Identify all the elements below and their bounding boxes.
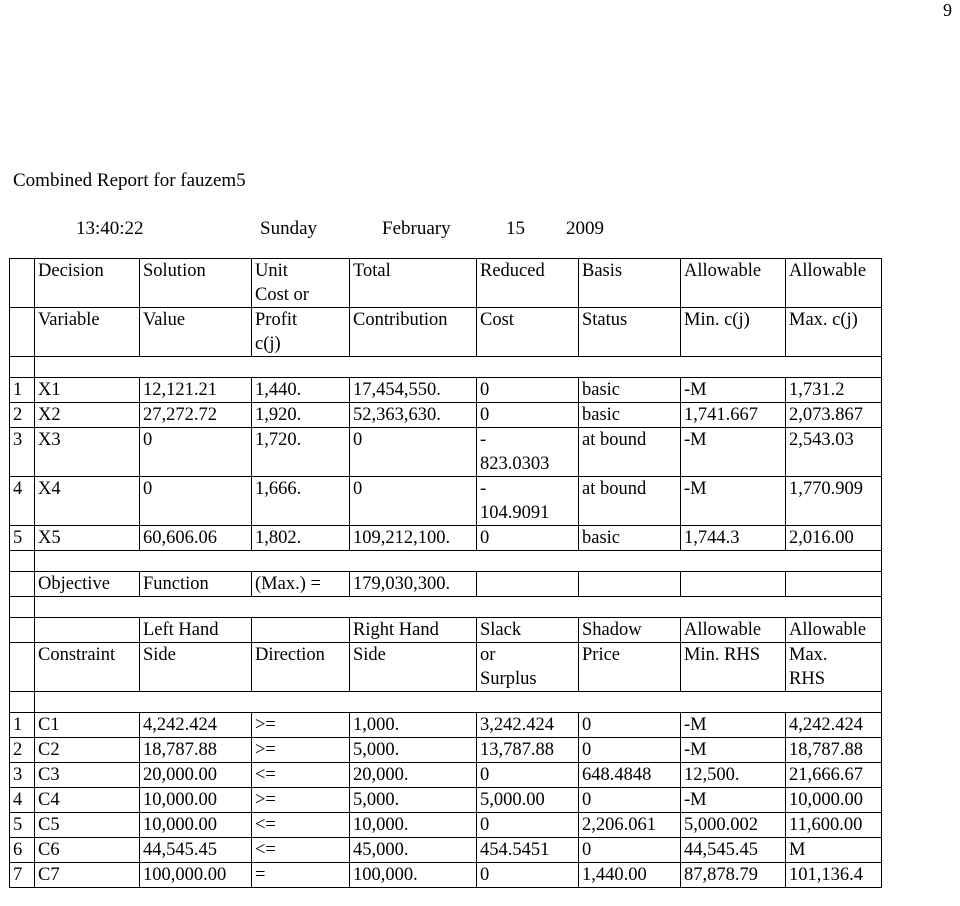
constraint-cell: 10,000.00: [140, 813, 252, 838]
decision-cell: 2,016.00: [786, 526, 882, 551]
decision-cell: 60,606.06: [140, 526, 252, 551]
decision-cell: -M: [681, 477, 786, 526]
objective-cell: 179,030,300.: [350, 572, 477, 597]
decision-cell: 0: [140, 428, 252, 477]
decision-cell: X4: [35, 477, 140, 526]
constraint-row: [10, 763, 882, 788]
decision-cell: X5: [35, 526, 140, 551]
constraint-cell: 4: [10, 788, 35, 813]
decision-cell: 0: [350, 428, 477, 477]
decision-column-header: Allowable: [786, 259, 882, 308]
decision-cell: -M: [681, 378, 786, 403]
constraint-cell: 4,242.424: [140, 713, 252, 738]
constraint-cell: C1: [35, 713, 140, 738]
constraint-cell: 10,000.00: [140, 788, 252, 813]
spacer-row: [10, 551, 882, 572]
constraint-cell: -M: [681, 788, 786, 813]
decision-column-header: Value: [140, 308, 252, 357]
spacer-row: [10, 692, 882, 713]
constraint-cell: C5: [35, 813, 140, 838]
constraint-cell: 454.5451: [477, 838, 579, 863]
constraint-cell: 7: [10, 863, 35, 888]
objective-cell: Objective: [35, 572, 140, 597]
constraint-column-header: Min. RHS: [681, 643, 786, 692]
objective-empty-cell: [579, 572, 681, 597]
constraint-cell: 0: [477, 763, 579, 788]
constraint-cell: 3,242.424: [477, 713, 579, 738]
constraint-cell: C7: [35, 863, 140, 888]
objective-empty-cell: [477, 572, 579, 597]
constraint-column-header: Shadow: [579, 618, 681, 643]
constraint-cell: 87,878.79: [681, 863, 786, 888]
constraint-cell: 0: [579, 838, 681, 863]
decision-cell: 2,543.03: [786, 428, 882, 477]
decision-cell: X3: [35, 428, 140, 477]
decision-cell: 1,744.3: [681, 526, 786, 551]
header-index-cell: [10, 308, 35, 357]
constraint-row: [10, 738, 882, 763]
constraint-cell: 1,440.00: [579, 863, 681, 888]
constraint-cell: C2: [35, 738, 140, 763]
constraint-cell: 5,000.: [350, 788, 477, 813]
decision-cell: 0: [477, 526, 579, 551]
spacer-cell: [35, 551, 882, 572]
decision-cell: X1: [35, 378, 140, 403]
decision-column-header: Max. c(j): [786, 308, 882, 357]
constraint-cell: 44,545.45: [140, 838, 252, 863]
decision-column-header: Profit c(j): [252, 308, 350, 357]
constraint-cell: 10,000.: [350, 813, 477, 838]
constraint-row: [10, 813, 882, 838]
decision-cell: 3: [10, 428, 35, 477]
decision-row: [10, 403, 882, 428]
decision-cell: 12,121.21: [140, 378, 252, 403]
decision-column-header: Solution: [140, 259, 252, 308]
spacer-cell: [35, 357, 882, 378]
constraint-cell: 6: [10, 838, 35, 863]
constraint-column-header: Side: [140, 643, 252, 692]
decision-cell: 1,731.2: [786, 378, 882, 403]
constraint-column-header: Max. RHS: [786, 643, 882, 692]
decision-column-header: Min. c(j): [681, 308, 786, 357]
constraint-cell: 3: [10, 763, 35, 788]
decision-column-header: Total: [350, 259, 477, 308]
decision-cell: 0: [140, 477, 252, 526]
decision-column-header: Cost: [477, 308, 579, 357]
decision-cell: 4: [10, 477, 35, 526]
decision-cell: X2: [35, 403, 140, 428]
constraint-column-header: Left Hand: [140, 618, 252, 643]
decision-cell: -M: [681, 428, 786, 477]
decision-cell: 1,666.: [252, 477, 350, 526]
combined-report-table: [9, 258, 882, 888]
constraint-cell: 5,000.00: [477, 788, 579, 813]
constraint-row: [10, 838, 882, 863]
constraint-cell: C6: [35, 838, 140, 863]
constraint-column-header: [35, 618, 140, 643]
decision-cell: 109,212,100.: [350, 526, 477, 551]
constraint-header-row: [10, 643, 882, 692]
decision-cell: 1,720.: [252, 428, 350, 477]
report-month: February: [382, 218, 451, 239]
spacer-cell: [10, 692, 35, 713]
constraint-cell: 11,600.00: [786, 813, 882, 838]
constraint-cell: 10,000.00: [786, 788, 882, 813]
constraint-cell: <=: [252, 763, 350, 788]
constraint-cell: 0: [477, 863, 579, 888]
report-year: 2009: [566, 218, 604, 239]
constraint-cell: -M: [681, 738, 786, 763]
constraint-row: [10, 713, 882, 738]
constraint-cell: 5: [10, 813, 35, 838]
constraint-cell: 0: [579, 738, 681, 763]
constraint-row: [10, 863, 882, 888]
report-time: 13:40:22: [76, 218, 144, 239]
header-index-cell: [10, 618, 35, 643]
constraint-cell: 0: [579, 713, 681, 738]
decision-column-header: Contribution: [350, 308, 477, 357]
constraint-cell: 2,206.061: [579, 813, 681, 838]
decision-column-header: Unit Cost or: [252, 259, 350, 308]
constraint-cell: 0: [477, 813, 579, 838]
constraint-cell: 5,000.: [350, 738, 477, 763]
decision-cell: - 823.0303: [477, 428, 579, 477]
spacer-cell: [35, 692, 882, 713]
decision-cell: 52,363,630.: [350, 403, 477, 428]
spacer-cell: [10, 357, 35, 378]
spacer-row: [10, 357, 882, 378]
decision-column-header: Variable: [35, 308, 140, 357]
decision-cell: 1: [10, 378, 35, 403]
constraint-cell: 5,000.002: [681, 813, 786, 838]
objective-index-cell: [10, 572, 35, 597]
constraint-cell: M: [786, 838, 882, 863]
constraint-header-row: [10, 618, 882, 643]
constraint-column-header: Slack: [477, 618, 579, 643]
constraint-column-header: Right Hand: [350, 618, 477, 643]
decision-column-header: Basis: [579, 259, 681, 308]
constraint-cell: 21,666.67: [786, 763, 882, 788]
constraint-cell: 44,545.45: [681, 838, 786, 863]
constraint-cell: 20,000.00: [140, 763, 252, 788]
constraint-cell: 100,000.: [350, 863, 477, 888]
objective-cell: Function: [140, 572, 252, 597]
constraint-cell: C4: [35, 788, 140, 813]
decision-row: [10, 526, 882, 551]
decision-cell: 5: [10, 526, 35, 551]
constraint-cell: -M: [681, 713, 786, 738]
constraint-column-header: Constraint: [35, 643, 140, 692]
constraint-cell: >=: [252, 713, 350, 738]
report-day: Sunday: [260, 218, 317, 239]
decision-cell: 2,073.867: [786, 403, 882, 428]
decision-cell: basic: [579, 526, 681, 551]
decision-cell: 2: [10, 403, 35, 428]
constraint-cell: 4,242.424: [786, 713, 882, 738]
report-title: Combined Report for fauzem5: [13, 170, 246, 191]
decision-cell: - 104.9091: [477, 477, 579, 526]
constraint-cell: >=: [252, 738, 350, 763]
objective-cell: (Max.) =: [252, 572, 350, 597]
constraint-cell: 101,136.4: [786, 863, 882, 888]
spacer-cell: [10, 551, 35, 572]
constraint-cell: >=: [252, 788, 350, 813]
decision-column-header: Reduced: [477, 259, 579, 308]
decision-column-header: Allowable: [681, 259, 786, 308]
constraint-column-header: Side: [350, 643, 477, 692]
constraint-cell: =: [252, 863, 350, 888]
decision-header-row: [10, 259, 882, 308]
constraint-column-header: Allowable: [786, 618, 882, 643]
constraint-cell: 13,787.88: [477, 738, 579, 763]
constraint-cell: 18,787.88: [140, 738, 252, 763]
decision-row: [10, 477, 882, 526]
constraint-cell: 100,000.00: [140, 863, 252, 888]
spacer-row: [10, 597, 882, 618]
decision-cell: 0: [477, 378, 579, 403]
decision-cell: 1,920.: [252, 403, 350, 428]
decision-cell: 0: [350, 477, 477, 526]
constraint-cell: 1: [10, 713, 35, 738]
decision-cell: 1,741.667: [681, 403, 786, 428]
constraint-cell: 0: [579, 788, 681, 813]
constraint-cell: 2: [10, 738, 35, 763]
constraint-cell: <=: [252, 838, 350, 863]
constraint-cell: 45,000.: [350, 838, 477, 863]
decision-cell: 0: [477, 403, 579, 428]
decision-cell: 1,802.: [252, 526, 350, 551]
constraint-cell: 648.4848: [579, 763, 681, 788]
decision-row: [10, 378, 882, 403]
constraint-cell: 18,787.88: [786, 738, 882, 763]
objective-empty-cell: [681, 572, 786, 597]
page-number: 9: [943, 0, 952, 20]
constraint-column-header: or Surplus: [477, 643, 579, 692]
constraint-cell: 1,000.: [350, 713, 477, 738]
constraint-column-header: Allowable: [681, 618, 786, 643]
header-index-cell: [10, 643, 35, 692]
constraint-cell: <=: [252, 813, 350, 838]
decision-column-header: Status: [579, 308, 681, 357]
constraint-column-header: Direction: [252, 643, 350, 692]
spacer-cell: [35, 597, 882, 618]
constraint-cell: 20,000.: [350, 763, 477, 788]
spacer-cell: [10, 597, 35, 618]
decision-cell: 27,272.72: [140, 403, 252, 428]
decision-row: [10, 428, 882, 477]
decision-cell: 17,454,550.: [350, 378, 477, 403]
constraint-column-header: Price: [579, 643, 681, 692]
objective-empty-cell: [786, 572, 882, 597]
decision-cell: basic: [579, 378, 681, 403]
header-index-cell: [10, 259, 35, 308]
decision-column-header: Decision: [35, 259, 140, 308]
constraint-column-header: [252, 618, 350, 643]
constraint-cell: 12,500.: [681, 763, 786, 788]
decision-cell: at bound: [579, 477, 681, 526]
objective-row: [10, 572, 882, 597]
decision-cell: basic: [579, 403, 681, 428]
decision-cell: 1,440.: [252, 378, 350, 403]
decision-cell: at bound: [579, 428, 681, 477]
constraint-row: [10, 788, 882, 813]
decision-header-row: [10, 308, 882, 357]
report-date: 15: [506, 218, 525, 239]
decision-cell: 1,770.909: [786, 477, 882, 526]
constraint-cell: C3: [35, 763, 140, 788]
